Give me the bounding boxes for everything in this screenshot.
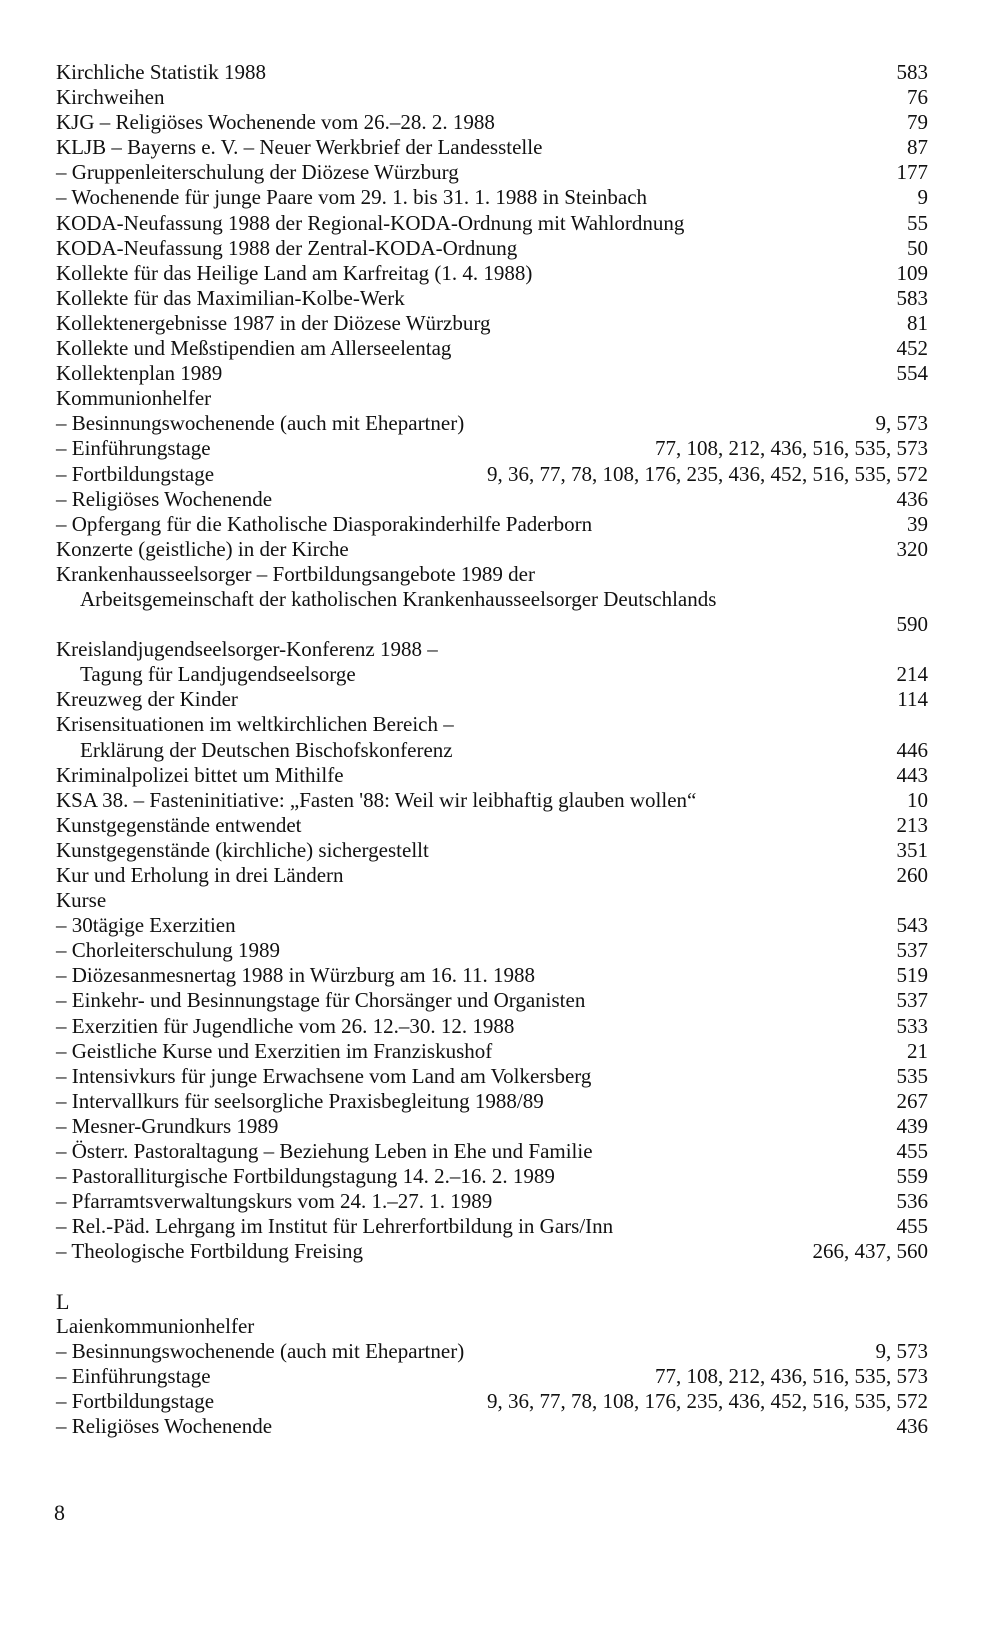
index-entry [56, 1189, 928, 1214]
entry-text: KJG – Religiöses Wochenende vom 26.–28. 2. 1988 [56, 110, 495, 135]
index-entry [56, 512, 928, 537]
entry-text: – Fortbildungstage [56, 461, 215, 486]
entry-text: Kurse [56, 888, 107, 913]
index-entry [56, 863, 928, 888]
entry-pages: 9, 36, 77, 78, 108, 176, 235, 436, 452, 516, 535, 572 [487, 461, 928, 486]
entry-text: Kreislandjugendseelsorger-Konferenz 1988 – [56, 637, 438, 662]
entry-text: – Opfergang für die Katholische Diasporakinderhilfe Paderborn [56, 511, 593, 536]
index-page [56, 60, 928, 1439]
entry-text: – Einführungstage [56, 1363, 211, 1388]
index-entry [56, 1164, 928, 1189]
entry-pages: 213 [896, 812, 928, 837]
index-entry [56, 562, 928, 612]
index-entry [56, 1364, 928, 1389]
entry-pages: 77, 108, 212, 436, 516, 535, 573 [655, 436, 928, 461]
entry-pages: 536 [896, 1189, 928, 1214]
entry-text-continued: Tagung für Landjugendseelsorge [80, 662, 356, 687]
entry-pages: 533 [896, 1013, 928, 1038]
index-entry [56, 85, 928, 110]
entry-text: Kur und Erholung in drei Ländern [56, 863, 344, 887]
index-entry [56, 236, 928, 261]
entry-text: – 30tägige Exerzitien [56, 913, 236, 938]
entry-pages: 543 [896, 913, 928, 938]
entry-pages: 559 [896, 1164, 928, 1189]
entry-text: Kollekte und Meßstipendien am Allerseelentag [56, 336, 452, 361]
index-entry [56, 1239, 928, 1264]
entry-text: – Österr. Pastoraltagung – Beziehung Leben in Ehe und Familie [56, 1139, 593, 1164]
entry-text: Kunstgegenstände entwendet [56, 812, 302, 837]
entry-pages: 21 [907, 1038, 928, 1063]
entry-text: KSA 38. – Fasteninitiative: „Fasten '88: Weil wir leibhaftig glauben wollen“ [56, 787, 697, 812]
entry-pages: 455 [896, 1139, 928, 1164]
index-entry [56, 60, 928, 85]
entry-text: – Rel.-Päd. Lehrgang im Institut für Lehrerfortbildung in Gars/Inn [56, 1214, 614, 1239]
entry-text: Kreuzweg der Kinder [56, 687, 238, 712]
index-entry [56, 1414, 928, 1439]
index-entry [56, 185, 928, 210]
entry-text: KODA-Neufassung 1988 der Zentral-KODA-Ordnung [56, 235, 518, 260]
entry-pages: 537 [896, 988, 928, 1013]
index-entry [56, 1014, 928, 1039]
index-entry-pages-row [56, 612, 928, 637]
entry-pages: 436 [896, 486, 928, 511]
entry-text: Krisensituationen im weltkirchlichen Bereich – [56, 712, 454, 737]
entry-pages: 9, 573 [875, 411, 928, 436]
entry-pages: 535 [896, 1063, 928, 1088]
index-list-k [56, 60, 928, 562]
index-entry [56, 687, 928, 712]
index-entry [56, 637, 928, 687]
entry-pages: 177 [896, 160, 928, 185]
entry-pages: 583 [896, 60, 928, 84]
entry-pages: 455 [896, 1214, 928, 1239]
entry-text: Konzerte (geistliche) in der Kirche [56, 536, 349, 561]
index-entry [56, 1064, 928, 1089]
entry-pages: 554 [896, 361, 928, 386]
index-entry [56, 788, 928, 813]
index-entry [56, 888, 928, 913]
entry-text: – Religiöses Wochenende [56, 1413, 273, 1438]
entry-text: – Wochenende für junge Paare vom 29. 1. bis 31. 1. 1988 in Steinbach [56, 185, 648, 210]
entry-text: Kollekte für das Heilige Land am Karfreitag (1. 4. 1988) [56, 260, 533, 285]
index-entry [56, 712, 928, 762]
entry-text: Kunstgegenstände (kirchliche) sichergestellt [56, 837, 429, 862]
entry-pages: 114 [897, 687, 928, 712]
index-entry [56, 462, 928, 487]
entry-text: KLJB – Bayerns e. V. – Neuer Werkbrief der Landesstelle [56, 135, 543, 160]
index-entry [56, 160, 928, 185]
entry-pages: 320 [896, 536, 928, 561]
entry-pages: 452 [896, 336, 928, 361]
index-entry [56, 913, 928, 938]
index-entry [56, 938, 928, 963]
entry-text: – Pastoralliturgische Fortbildungstagung 14. 2.–16. 2. 1989 [56, 1164, 555, 1189]
entry-text: – Besinnungswochenende (auch mit Ehepartner) [56, 411, 465, 436]
entry-pages: 260 [896, 863, 928, 887]
entry-text: – Einkehr- und Besinnungstage für Chorsänger und Organisten [56, 988, 586, 1013]
entry-pages: 50 [907, 235, 928, 260]
page-number: 8 [54, 1500, 65, 1525]
index-entry [56, 411, 928, 436]
entry-pages: 79 [907, 110, 928, 135]
index-entry [56, 361, 928, 386]
index-list-l [56, 1314, 928, 1439]
entry-pages: 537 [896, 938, 928, 963]
index-entry [56, 211, 928, 236]
entry-text: – Intensivkurs für junge Erwachsene vom Land am Volkersberg [56, 1063, 592, 1088]
entry-pages: 583 [896, 285, 928, 310]
entry-text: – Einführungstage [56, 436, 211, 461]
index-entry [56, 1114, 928, 1139]
entry-pages: 77, 108, 212, 436, 516, 535, 573 [655, 1363, 928, 1388]
entry-text: – Religiöses Wochenende [56, 486, 273, 511]
index-entry [56, 537, 928, 562]
entry-pages: 266, 437, 560 [812, 1239, 928, 1264]
entry-pages: 81 [907, 310, 928, 335]
entry-pages: 519 [896, 963, 928, 988]
index-entry [56, 813, 928, 838]
index-entry [56, 135, 928, 160]
entry-text-continued: Arbeitsgemeinschaft der katholischen Krankenhausseelsorger Deutschlands [80, 586, 717, 611]
entry-pages: 9, 573 [875, 1338, 928, 1363]
index-entry [56, 1139, 928, 1164]
entry-pages: 351 [896, 837, 928, 862]
section-letter: L [56, 1288, 70, 1314]
index-entry [56, 1089, 928, 1114]
index-entry [56, 336, 928, 361]
entry-pages: 87 [907, 135, 928, 160]
index-entry [56, 1389, 928, 1414]
entry-pages: 76 [907, 85, 928, 110]
index-entry [56, 963, 928, 988]
index-list-k-continued [56, 763, 928, 1265]
entry-text: – Intervallkurs für seelsorgliche Praxisbegleitung 1988/89 [56, 1088, 544, 1113]
entry-pages: 109 [896, 260, 928, 285]
entry-text: – Besinnungswochenende (auch mit Ehepartner) [56, 1338, 465, 1363]
entry-text: – Gruppenleiterschulung der Diözese Würzburg [56, 160, 459, 185]
index-entry [56, 1314, 928, 1339]
entry-pages: 55 [907, 210, 928, 235]
entry-pages: 9, 36, 77, 78, 108, 176, 235, 436, 452, 516, 535, 572 [487, 1388, 928, 1413]
entry-text: Krankenhausseelsorger – Fortbildungsangebote 1989 der [56, 561, 536, 586]
index-entry [56, 110, 928, 135]
entry-text: Kommunionhelfer [56, 386, 212, 411]
entry-pages: 439 [896, 1113, 928, 1138]
entry-text: – Mesner-Grundkurs 1989 [56, 1113, 279, 1138]
index-entry [56, 487, 928, 512]
entry-text: – Pfarramtsverwaltungskurs vom 24. 1.–27. 1. 1989 [56, 1189, 493, 1214]
index-entry [56, 1039, 928, 1064]
entry-text: Kollektenergebnisse 1987 in der Diözese Würzburg [56, 310, 491, 335]
entry-pages: 590 [896, 612, 928, 637]
entry-text: Kirchweihen [56, 85, 165, 110]
index-entry [56, 1339, 928, 1364]
entry-text: – Fortbildungstage [56, 1388, 215, 1413]
entry-pages: 10 [907, 787, 928, 812]
entry-pages: 436 [896, 1413, 928, 1438]
index-entry [56, 763, 928, 788]
entry-text: – Diözesanmesnertag 1988 in Würzburg am 16. 11. 1988 [56, 963, 536, 988]
entry-text: – Geistliche Kurse und Exerzitien im Franziskushof [56, 1038, 493, 1063]
entry-text: Kollektenplan 1989 [56, 361, 223, 386]
index-entry [56, 988, 928, 1013]
index-entry [56, 436, 928, 461]
entry-text: – Chorleiterschulung 1989 [56, 938, 280, 963]
entry-text: Kollekte für das Maximilian-Kolbe-Werk [56, 285, 405, 310]
entry-pages: 443 [896, 762, 928, 787]
entry-text: Laienkommunionhelfer [56, 1313, 255, 1338]
index-entry [56, 261, 928, 286]
entry-text: – Theologische Fortbildung Freising [56, 1239, 364, 1264]
index-entry [56, 311, 928, 336]
entry-pages: 267 [896, 1088, 928, 1113]
entry-pages: 446 [896, 737, 928, 762]
entry-pages: 214 [896, 662, 928, 687]
entry-text: – Exerzitien für Jugendliche vom 26. 12.–30. 12. 1988 [56, 1013, 515, 1038]
index-entry [56, 1214, 928, 1239]
section-gap [56, 1265, 928, 1289]
entry-pages: 39 [907, 511, 928, 536]
entry-text: KODA-Neufassung 1988 der Regional-KODA-Ordnung mit Wahlordnung [56, 210, 685, 235]
index-entry [56, 838, 928, 863]
index-entry [56, 386, 928, 411]
entry-text: Kriminalpolizei bittet um Mithilfe [56, 762, 344, 787]
index-entry [56, 286, 928, 311]
entry-pages: 9 [917, 185, 928, 210]
entry-text-continued: Erklärung der Deutschen Bischofskonferenz [80, 737, 453, 762]
entry-text: Kirchliche Statistik 1988 [56, 60, 266, 84]
